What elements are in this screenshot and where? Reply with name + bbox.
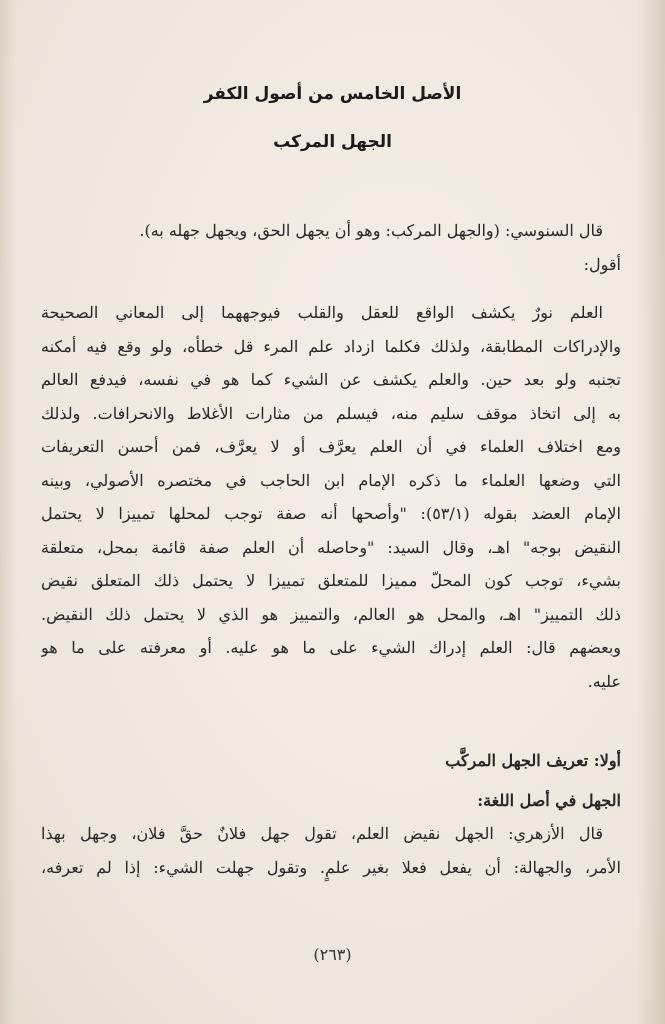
subheading-language: الجهل في أصل اللغة: [477,790,621,810]
paragraph-line: ذلك التمييز" اهـ، والمحل هو العالم، والتمييز هو الذي لا يحتمل ذلك النقيض. [41,604,621,624]
paragraph-line: بشيء، توجب كون المحلّ مميزا للمتعلق تمييزا لا يحتمل ذلك المتعلق نقيض [41,571,621,590]
paragraph-line: النقيض بوجه" اهـ، وقال السيد: "وحاصله أن العلم صفة قائمة بمحل، متعلقة [41,537,621,557]
quote-block [41,214,621,281]
aqulu-label: أقول: [583,254,621,274]
subheading-definition: أولا: تعريف الجهل المركَّب [445,751,621,770]
paragraph-line: العلم نورٌ يكشف الواقع للعقل والقلب فيوجههما إلى المعاني الصحيحة [41,303,603,322]
page-edge-shadow-left [0,0,16,1024]
chapter-title: الأصل الخامس من أصول الكفر [203,84,462,104]
paragraph-line: عليه. [587,671,621,691]
paragraph-line: ومع اختلاف العلماء في أن العلم يعرَّف أو لا يعرَّف، فمن أحسن التعريفات [41,437,621,456]
quote-line: قال السنوسي: (والجهل المركب: وهو أن يجهل الحق، ويجهل جهله به). [139,221,603,240]
paragraph-line: الإمام العضد بقوله (٥٣/١): "وأصحها أنه صفة توجب لمحلها تمييزا لا يحتمل [41,504,621,523]
definition-line: قال الأزهري: الجهل نقيض العلم، تقول جهل فلانٌ حقَّ فلان، وجهل بهذا [41,824,603,843]
page-number: (٢٦٣) [313,945,352,964]
definition-section [41,744,621,884]
paragraph-line: به إلى اتخاذ موقف سليم منه، فيسلم من مثارات الأغلاط والانحرافات. ولذلك [41,403,621,423]
section-title: الجهل المركب [273,132,392,152]
page-edge-shadow-right [637,0,665,1024]
main-paragraph [41,296,621,698]
paragraph-line: التي وضعها العلماء ما ذكره الإمام ابن الحاجب في مختصره الأصولي، وبينه [41,470,621,490]
paragraph-line: تجنبه ولو بعد حين. والعلم يكشف عن الشيء كما هو في نفسه، فيدفع العالم [41,370,621,389]
paragraph-line: وبعضهم قال: العلم إدراك الشيء على ما هو عليه. أو معرفته على ما هو [41,638,621,657]
definition-line: الأمر، والجهالة: أن يفعل فعلا بغير علمٍ. وتقول جهلت الشيء: إذا لم تعرفه، [41,857,621,877]
paragraph-line: والإدراكات المطابقة، ولذلك فكلما ازداد علم المرء قل خطأه، ولو وقع فيه أمكنه [41,336,621,356]
